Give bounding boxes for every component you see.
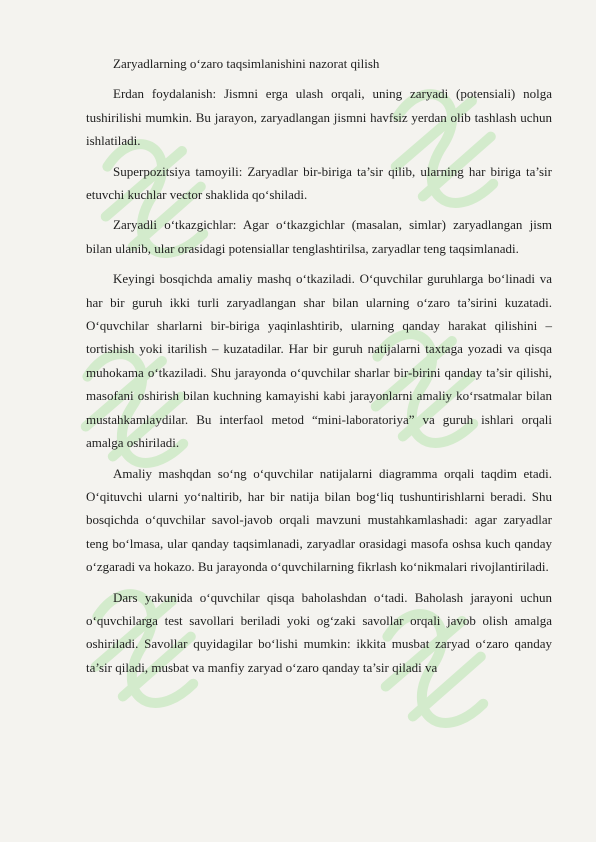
paragraph-grounding: Erdan foydalanish: Jismni erga ulash orqali, uning zaryadi (potensiali) nolga tushirilishi mumkin. Bu jarayon, zaryadlangan jismni havfsiz yerdan olib tashlash uchun ishlatiladi.	[86, 86, 552, 149]
paragraph-superposition: Superpozitsiya tamoyili: Zaryadlar bir-biriga ta’sir qilib, ularning har biriga ta’sir etuvchi kuchlar vector shaklida qo‘shiladi.	[86, 163, 552, 203]
document-page	[86, 52, 552, 686]
paragraph-conductors: Zaryadli o‘tkazgichlar: Agar o‘tkazgichlar (masalan, simlar) zaryadlangan jism bilan ulanib, ular orasidagi potensiallar tenglashtirilsa, zaryadlar teng taqsimlanadi.	[86, 217, 552, 256]
paragraph-practical-exercise: Keyingi bosqichda amaliy mashq o‘tkaziladi. O‘quvchilar guruhlarga bo‘linadi va har bir guruh ikki turli zaryadlangan shar bilan ularning o‘zaro ta’sirini kuzatadi. O‘quvchilar sharlarni bir-biriga yaqinlashtirib, ularning qanday harakat qilishini – tortishish yoki itarilish – kuzatadilar. Har bir guruh natijalarni taxtaga yozadi va qisqa muhokama o‘tkaziladi. Shu jarayonda o‘quvchilar sharlar bir-birini qanday ta’sir qilishi, masofani oshirish bilan kuchning kamayishi kabi jarayonlarni amaliy ko‘rsatmalar bilan mustahkamlaydilar. Bu interfaol metod “mini-laboratoriya” va guruh ishlari orqali amalga oshiriladi.	[86, 271, 552, 451]
paragraph-heading: Zaryadlarning o‘zaro taqsimlanishini nazorat qilish	[113, 56, 380, 71]
paragraph-assessment: Dars yakunida o‘quvchilar qisqa baholashdan o‘tadi. Baholash jarayoni uchun o‘quvchilarga test savollari beriladi yoki og‘zaki savollar orqali javob olish amalga oshiriladi. Savollar quyidagilar bo‘lishi mumkin: ikkita musbat zaryad o‘zaro qanday ta’sir qiladi, musbat va manfiy zaryad o‘zaro qanday ta’sir qiladi va	[86, 589, 552, 675]
paragraph-results-discussion: Amaliy mashqdan so‘ng o‘quvchilar natijalarni diagramma orqali taqdim etadi. O‘qituvchi ularni yo‘naltirib, har bir natija bilan bog‘liq tushuntirishlarni beradi. Shu bosqichda o‘quvchilar savol-javob orqali mavzuni mustahkamlashadi: agar zaryadlar teng bo‘lmasa, ular qanday taqsimlanadi, zaryadlar orasidagi masofa oshsa kuch qanday o‘zgaradi va hokazo. Bu jarayonda o‘quvchilarning fikrlash ko‘nikmalari rivojlantiriladi.	[86, 465, 552, 575]
